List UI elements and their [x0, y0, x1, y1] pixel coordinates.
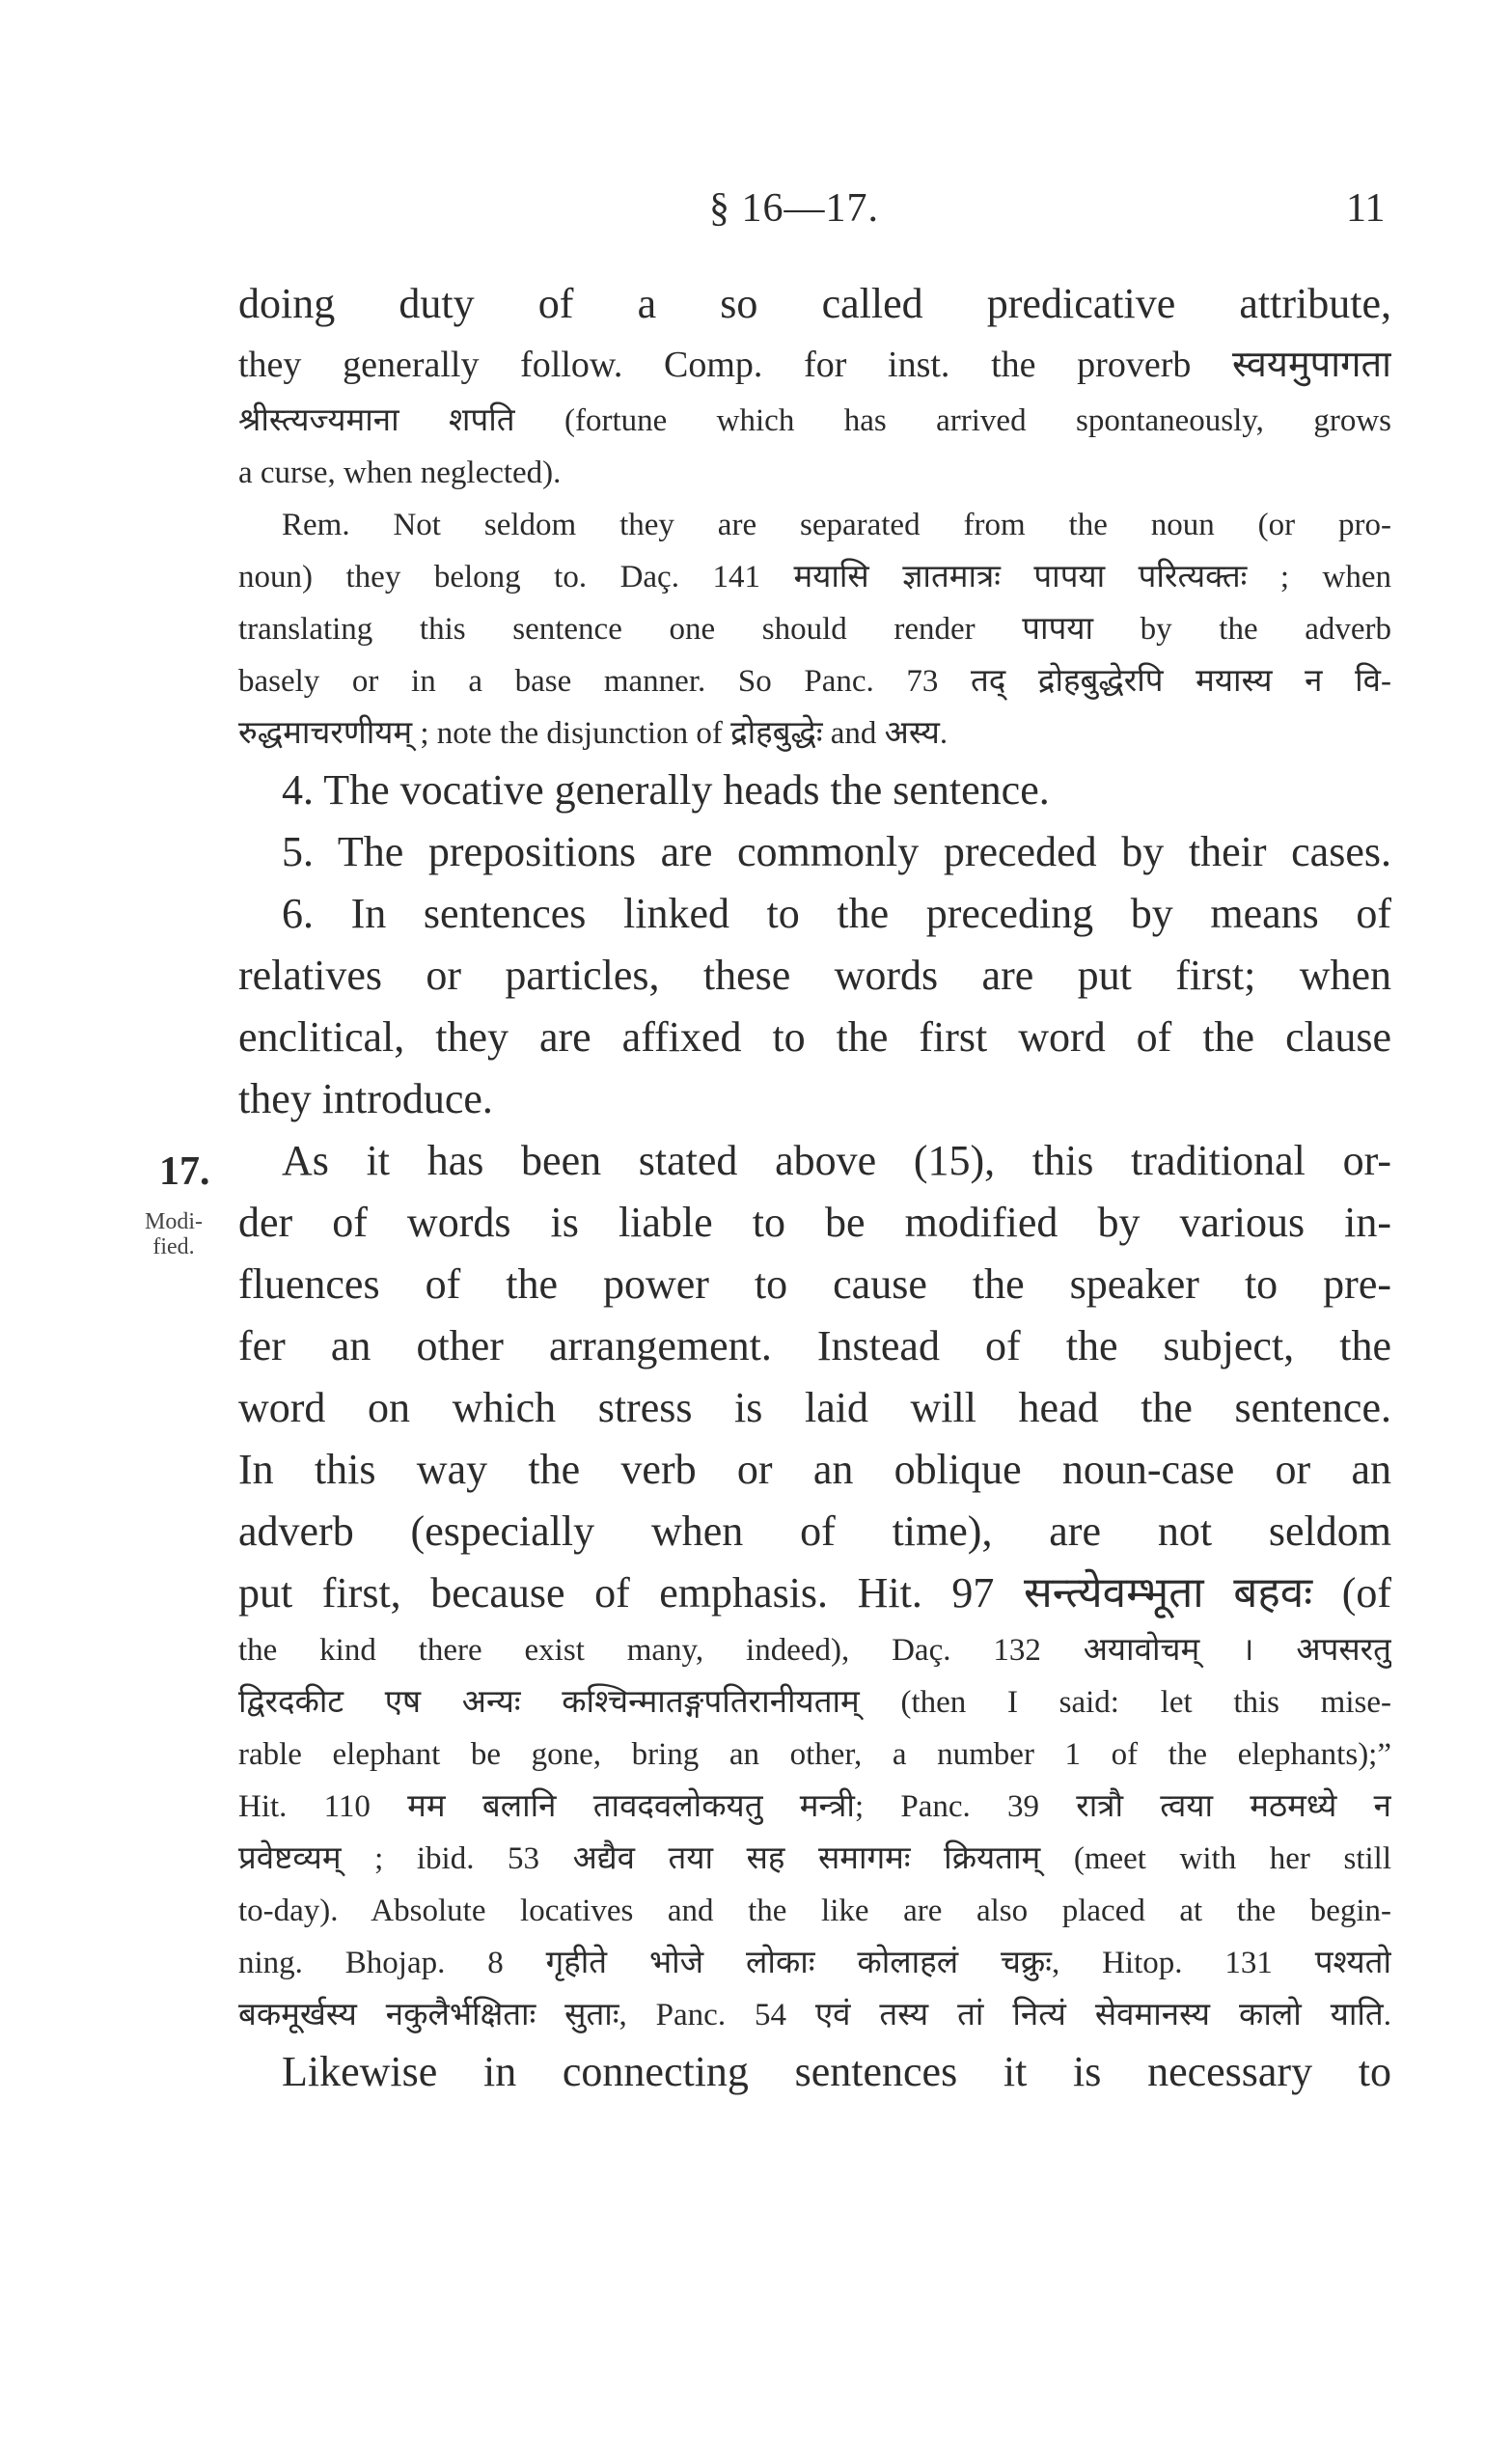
- text-line: the kind there exist many, indeed), Daç. 132 अयावोचम् । अपसरतु: [238, 1633, 1391, 1668]
- text-line: बकमूर्खस्य नकुलैर्भक्षिताः सुताः, Panc. 54 एवं तस्य तां नित्यं सेवमानस्य कालो याति.: [238, 1998, 1391, 2032]
- page-number: 11: [1346, 186, 1386, 231]
- text-line: रुद्धमाचरणीयम् ; note the disjunction of द्रोहबुद्धेः and अस्य.: [238, 716, 948, 751]
- rule-6-line: 6. In sentences linked to the preceding by means of: [282, 890, 1391, 937]
- page-header: [0, 185, 1512, 243]
- text-line: ning. Bhojap. 8 गृहीते भोजे लोकाः कोलाहलं चक्रुः, Hitop. 131 पश्यतो: [238, 1946, 1391, 1980]
- text-line: basely or in a base manner. So Panc. 73 तद् द्रोहबुद्धेरपि मयास्य न वि-: [238, 664, 1391, 699]
- text-line: noun) they belong to. Daç. 141 मयासि ज्ञातमात्रः पापया परित्यक्तः ; when: [238, 560, 1391, 595]
- text-line: fluences of the power to cause the speaker to pre-: [238, 1260, 1391, 1308]
- margin-note-line: fied.: [152, 1234, 195, 1259]
- rule-4-line: 4. The vocative generally heads the sentence.: [282, 766, 1050, 814]
- text-line: rable elephant be gone, bring an other, a number 1 of the elephants);”: [238, 1737, 1391, 1772]
- text-line: प्रवेष्टव्यम् ; ibid. 53 अद्यैव तया सह समागमः क्रियताम् (meet with her still: [238, 1841, 1391, 1876]
- text-line: translating this sentence one should render पापया by the adverb: [238, 612, 1391, 647]
- text-line: fer an other arrangement. Instead of the subject, the: [238, 1322, 1391, 1369]
- text-line: Hit. 110 मम बलानि तावदवलोकयतु मन्त्री; Panc. 39 रात्रौ त्वया मठमध्ये न: [238, 1789, 1391, 1824]
- text-line: to-day). Absolute locatives and the like are also placed at the begin-: [238, 1894, 1391, 1928]
- text-line: doing duty of a so called predicative attribute,: [238, 280, 1391, 327]
- margin-note-line: Modi-: [145, 1209, 203, 1234]
- text-line: relatives or particles, these words are put first; when: [238, 952, 1391, 999]
- text-line: द्विरदकीट एष अन्यः कश्चिन्मातङ्गपतिरानीयताम् (then I said: let this mise-: [238, 1685, 1391, 1720]
- rule-5-line: 5. The prepositions are commonly preceded by their cases.: [282, 828, 1391, 875]
- margin-section-number: 17.: [159, 1149, 210, 1194]
- margin-note: [135, 1209, 212, 1259]
- remark-line: Rem. Not seldom they are separated from the noun (or pro-: [282, 508, 1391, 542]
- text-line: Likewise in connecting sentences it is necessary to: [282, 2048, 1391, 2095]
- text-line: word on which stress is laid will head the sentence.: [238, 1384, 1391, 1431]
- text-line: they generally follow. Comp. for inst. the proverb स्वयमुपागता: [238, 345, 1391, 385]
- page-body: [238, 273, 1391, 2103]
- text-line: adverb (especially when of time), are not seldom: [238, 1507, 1391, 1555]
- section-17-first-line: As it has been stated above (15), this traditional or-: [282, 1137, 1391, 1184]
- text-line: श्रीस्त्यज्यमाना शपति (fortune which has arrived spontaneously, grows: [238, 403, 1391, 438]
- text-line: a curse, when neglected).: [238, 456, 562, 490]
- text-line: der of words is liable to be modified by various in-: [238, 1199, 1391, 1246]
- text-line: In this way the verb or an oblique noun-case or an: [238, 1446, 1391, 1493]
- section-marker: § 16—17.: [709, 186, 879, 231]
- text-line: they introduce.: [238, 1075, 493, 1122]
- text-line: enclitical, they are affixed to the first word of the clause: [238, 1013, 1391, 1061]
- text-line: put first, because of emphasis. Hit. 97 सन्त्येवम्भूता बहवः (of: [238, 1569, 1391, 1617]
